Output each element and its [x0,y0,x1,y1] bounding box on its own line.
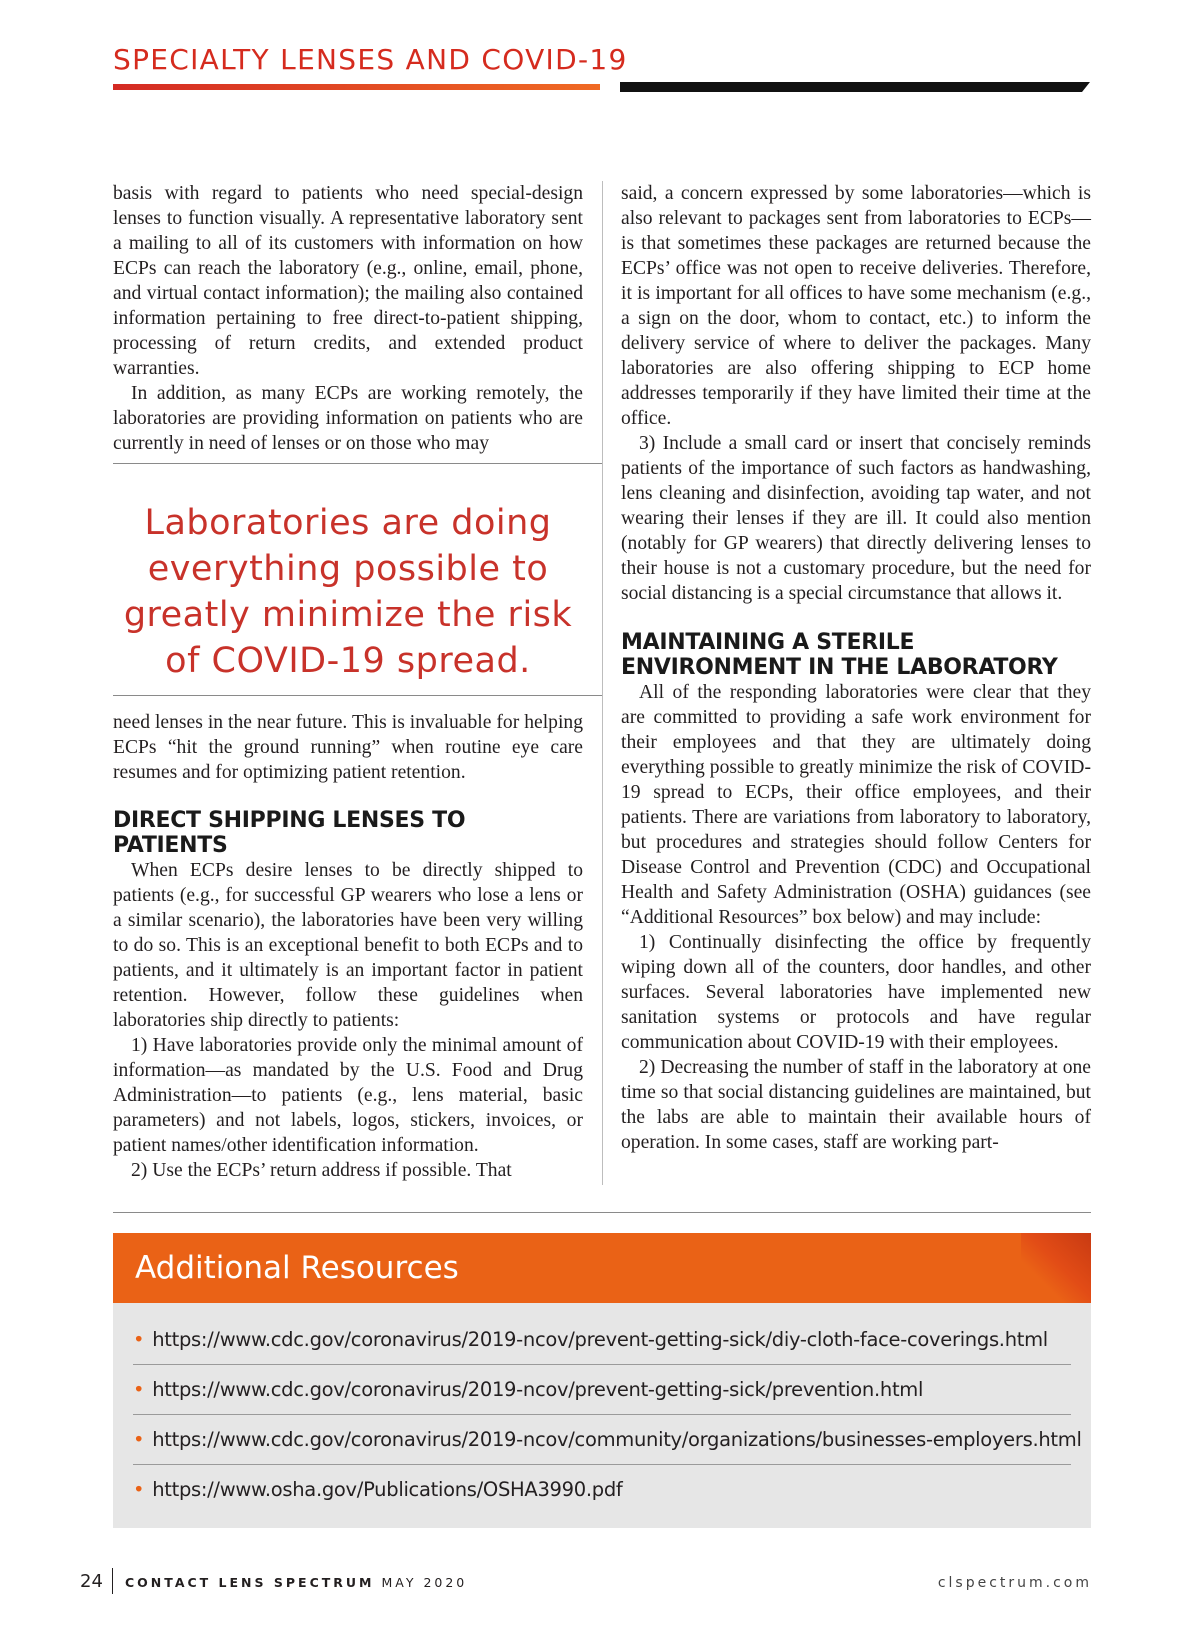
body-paragraph: All of the responding laboratories were clear that they are committed to providing a safe work environment for their employees and that they are ultimately doing everything possible to greatly minimize the risk of COVID-19 spread to ECPs, their office employees, and their patients. There are variations from laboratory to laboratory, but procedures and strategies should follow Centers for Disease Control and Prevention (CDC) and Occupational Health and Safety Administration (OSHA) guidances (see “Additional Resources” box below) and may include: [621,682,1091,928]
pull-quote-rule-bottom [113,695,602,696]
body-paragraph: basis with regard to patients who need special-design lenses to function visually. A representative laboratory sent a mailing to all of its customers with information on how ECPs can reach the laboratory (e.g., online, email, phone, and virtual contact information); the mailing also contained information pertaining to free direct-to-patient shipping, processing of return credits, and extended product warranties. [113,183,583,379]
body-paragraph: When ECPs desire lenses to be directly shipped to patients (e.g., for successful GP wearers who lose a lens or a similar scenario), the laboratories have been very willing to do so. This is an exceptional benefit to both ECPs and to patients, and it ultimately is an important factor in patient retention. However, follow these guidelines when laboratories ship directly to patients: [113,860,583,1031]
body-paragraph: need lenses in the near future. This is invaluable for helping ECPs “hit the ground running” when routine eye care resumes and for optimizing patient retention. [113,712,583,783]
issue-date: MAY 2020 [381,1575,468,1590]
resource-link-item[interactable] [133,1415,1082,1465]
page-section-title: SPECIALTY LENSES AND COVID-19 [113,43,628,76]
resource-link[interactable]: https://www.cdc.gov/coronavirus/2019-ncov/prevent-getting-sick/diy-cloth-face-coverings.html [152,1328,1048,1351]
resources-title: Additional Resources [135,1250,459,1286]
header-rule-dark [620,82,1090,92]
footer-website: clspectrum.com [937,1575,1092,1591]
footer-divider [112,1568,113,1594]
publication-name: CONTACT LENS SPECTRUM [125,1575,375,1590]
pull-quote: Laboratories are doing everything possible to greatly minimize the risk of COVID-19 spread. [123,503,573,681]
column-divider [602,181,603,1185]
resource-link-item[interactable] [133,1465,1071,1514]
resource-link-item[interactable] [133,1365,1071,1415]
footer-publication [125,1575,467,1591]
list-paragraph: 3) Include a small card or insert that concisely reminds patients of the importance of such factors as handwashing, lens cleaning and disinfection, avoiding tap water, and not wearing their lenses if they are ill. It could also mention (notably for GP wearers) that directly delivering lenses to their house is not a customary procedure, but the need for social distancing is a special circumstance that allows it. [621,433,1091,604]
body-paragraph: In addition, as many ECPs are working remotely, the laboratories are providing information on patients who are currently in need of lenses or on those who may [113,383,583,454]
corner-fold-decoration [1021,1233,1091,1303]
resource-link[interactable]: https://www.cdc.gov/coronavirus/2019-ncov/prevent-getting-sick/prevention.html [152,1378,924,1401]
resources-list [113,1303,1091,1514]
header-rule-accent [113,84,600,90]
bullet-icon: • [133,1428,145,1451]
list-paragraph: 1) Have laboratories provide only the minimal amount of information—as mandated by the U.S. Food and Drug Administration—to patients (e.g., lens material, basic parameters) and not labels, logos, stickers, invoices, or patient names/other identification information. [113,1035,583,1156]
list-paragraph: 2) Use the ECPs’ return address if possible. That [131,1160,512,1181]
bullet-icon: • [133,1478,145,1501]
resource-link[interactable]: https://www.cdc.gov/coronavirus/2019-ncov/community/organizations/businesses-employers.html [152,1428,1082,1451]
resource-link[interactable]: https://www.osha.gov/Publications/OSHA3990.pdf [152,1478,623,1501]
pull-quote-rule-top [113,463,602,464]
section-heading-direct-shipping: DIRECT SHIPPING LENSES TO PATIENTS [113,808,466,858]
resources-rule [113,1212,1091,1213]
left-column-top [113,181,583,456]
page-number: 24 [80,1571,103,1592]
right-column [621,181,1091,1155]
left-column-bottom [113,710,583,1183]
list-paragraph: 2) Decreasing the number of staff in the laboratory at one time so that social distancing guidelines are maintained, but the labs are able to maintain their available hours of operation. In some cases, staff are working part- [621,1057,1091,1153]
bullet-icon: • [133,1378,145,1401]
section-heading-sterile-environment: MAINTAINING A STERILE ENVIRONMENT IN THE LABORATORY [621,630,1058,680]
body-paragraph: said, a concern expressed by some laboratories—which is also relevant to packages sent from laboratories to ECPs—is that sometimes these packages are returned because the ECPs’ office was not open to receive deliveries. Therefore, it is important for all offices to have some mechanism (e.g., a sign on the door, whom to contact, etc.) to inform the delivery service of where to deliver the packages. Many laboratories are also offering shipping to ECP home addresses temporarily if they have limited their time at the office. [621,183,1091,429]
resource-link-item[interactable] [133,1315,1071,1365]
additional-resources-box [113,1233,1091,1528]
list-paragraph: 1) Continually disinfecting the office by frequently wiping down all of the counters, door handles, and other surfaces. Several laboratories have implemented new sanitation systems or protocols and have regular communication about COVID-19 with their employees. [621,932,1091,1053]
resources-header [113,1233,1091,1303]
bullet-icon: • [133,1328,145,1351]
